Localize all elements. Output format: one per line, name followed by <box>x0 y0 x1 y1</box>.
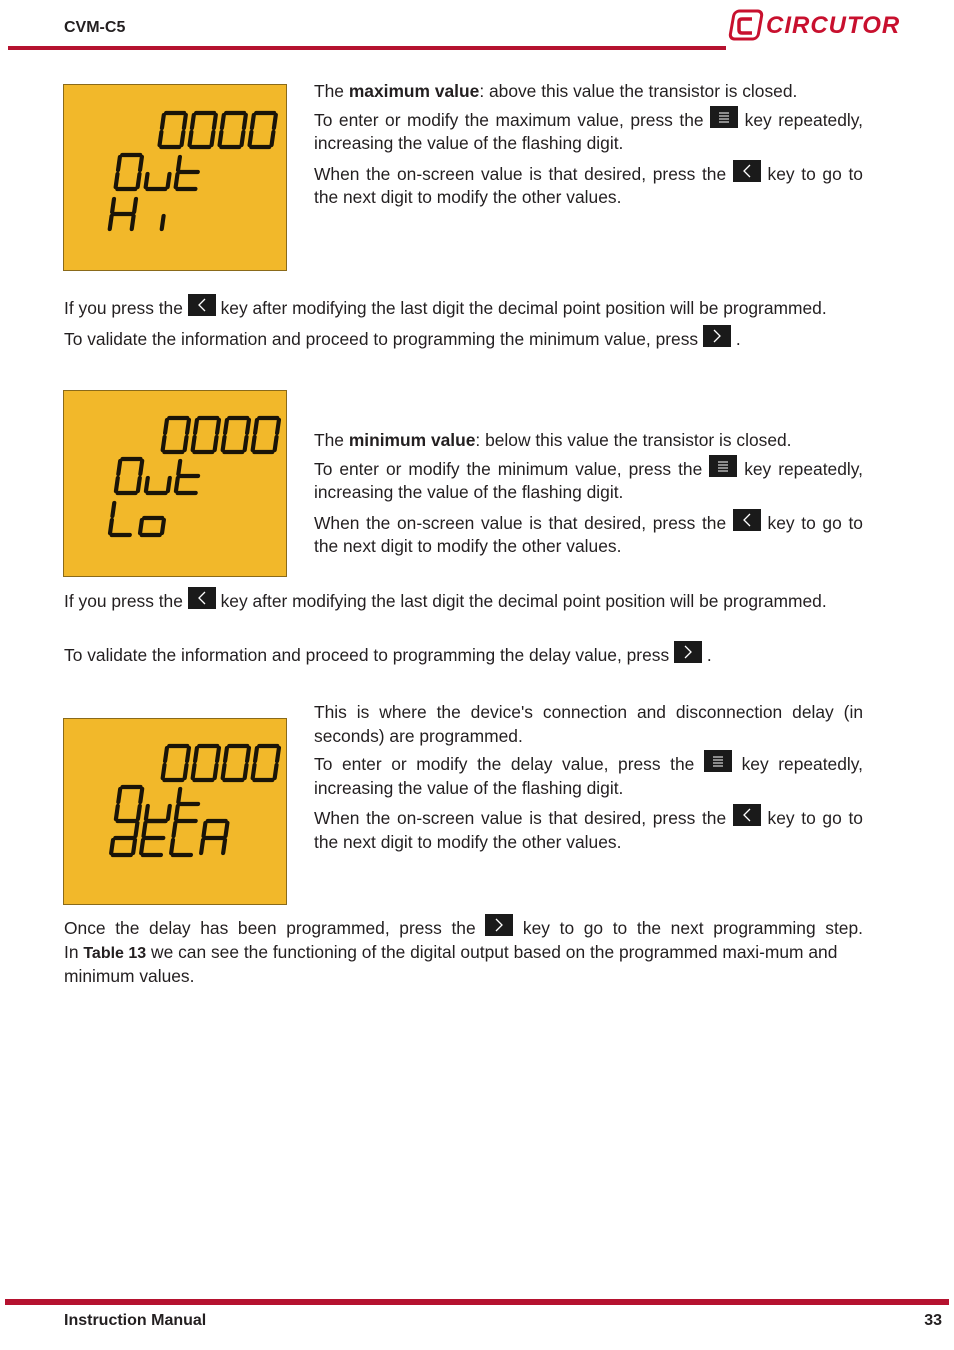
min-value-description <box>314 429 863 559</box>
lcd-parameter-line <box>110 503 166 535</box>
brand-logo <box>728 8 908 46</box>
right-arrow-key-icon <box>674 641 702 663</box>
footer-title: Instruction Manual <box>64 1312 207 1329</box>
delay-enter: To enter or modify the delay value, press the key repeatedly, increasing the value of the flashing digit. <box>314 750 863 800</box>
lcd-value-digits <box>162 418 279 452</box>
delay-definition: This is where the device's connection and disconnection delay (in seconds) are programmed. <box>314 702 863 746</box>
menu-key-icon <box>704 750 732 772</box>
decimal-point-note-1: If you press the key after modifying the last digit the decimal point position will be programmed. To validate the information and proceed to programming the minimum value, press . <box>64 294 863 351</box>
menu-key-icon <box>710 106 738 128</box>
left-arrow-key-icon <box>188 294 216 316</box>
table-reference-note: In Table 13 we can see the functioning of the digital output based on the programmed maxi-mum and minimum values. <box>64 941 838 986</box>
lcd-label-line <box>115 155 200 189</box>
lcd-display-delay <box>63 718 287 905</box>
validate-to-delay: To validate the information and proceed to programming the delay value, press . <box>64 641 863 668</box>
max-value-definition: The maximum value: above this value the transistor is closed. <box>314 81 798 101</box>
left-arrow-key-icon <box>733 509 761 531</box>
page-number: 33 <box>924 1312 942 1329</box>
validate-to-minimum: To validate the information and proceed to programming the minimum value, press . <box>64 325 863 352</box>
right-arrow-key-icon <box>703 325 731 347</box>
lcd-display-max <box>63 84 287 271</box>
document-model: CVM-C5 <box>64 19 126 36</box>
left-arrow-key-icon <box>188 587 216 609</box>
max-value-description <box>314 80 863 210</box>
table-13-link[interactable]: Table 13 <box>83 944 147 962</box>
left-arrow-key-icon <box>733 160 761 182</box>
right-arrow-key-icon <box>485 914 513 936</box>
lcd-value-digits <box>159 113 276 147</box>
circutor-logo-icon <box>728 8 764 44</box>
lcd-label-line <box>116 459 201 493</box>
lcd-display-min <box>63 390 287 577</box>
lcd-value-digits <box>162 746 279 780</box>
next-step-instruction: Once the delay has been programmed, press the key to go to the next programming step. <box>64 914 863 941</box>
min-value-definition: The minimum value: below this value the transistor is closed. <box>314 430 792 450</box>
max-value-enter: To enter or modify the maximum value, press the key repeatedly, increasing the value of the flashing digit. <box>314 106 863 156</box>
max-value-next: When the on-screen value is that desired, press the key to go to the next digit to modify the other values. <box>314 160 863 210</box>
delay-next: When the on-screen value is that desired, press the key to go to the next digit to modify the other values. <box>314 804 863 854</box>
lcd-parameter-line <box>110 199 166 229</box>
brand-name: CIRCUTOR <box>766 12 901 39</box>
lcd-label-line <box>116 787 201 821</box>
closing-paragraph <box>64 914 863 989</box>
left-arrow-key-icon <box>733 804 761 826</box>
max-value-term: maximum value <box>348 81 480 101</box>
min-value-term: minimum value <box>348 430 476 450</box>
footer-rule <box>5 1299 949 1305</box>
decimal-point-note-2: If you press the key after modifying the last digit the decimal point position will be programmed. To validate the information and proceed to programming the delay value, press . <box>64 587 863 667</box>
lcd-parameter-line <box>111 821 228 855</box>
menu-key-icon <box>709 455 737 477</box>
min-value-enter: To enter or modify the minimum value, press the key repeatedly, increasing the value of the flashing digit. <box>314 455 863 505</box>
header-rule <box>8 46 726 50</box>
min-value-next: When the on-screen value is that desired, press the key to go to the next digit to modify the other values. <box>314 509 863 559</box>
delay-description <box>314 701 863 854</box>
